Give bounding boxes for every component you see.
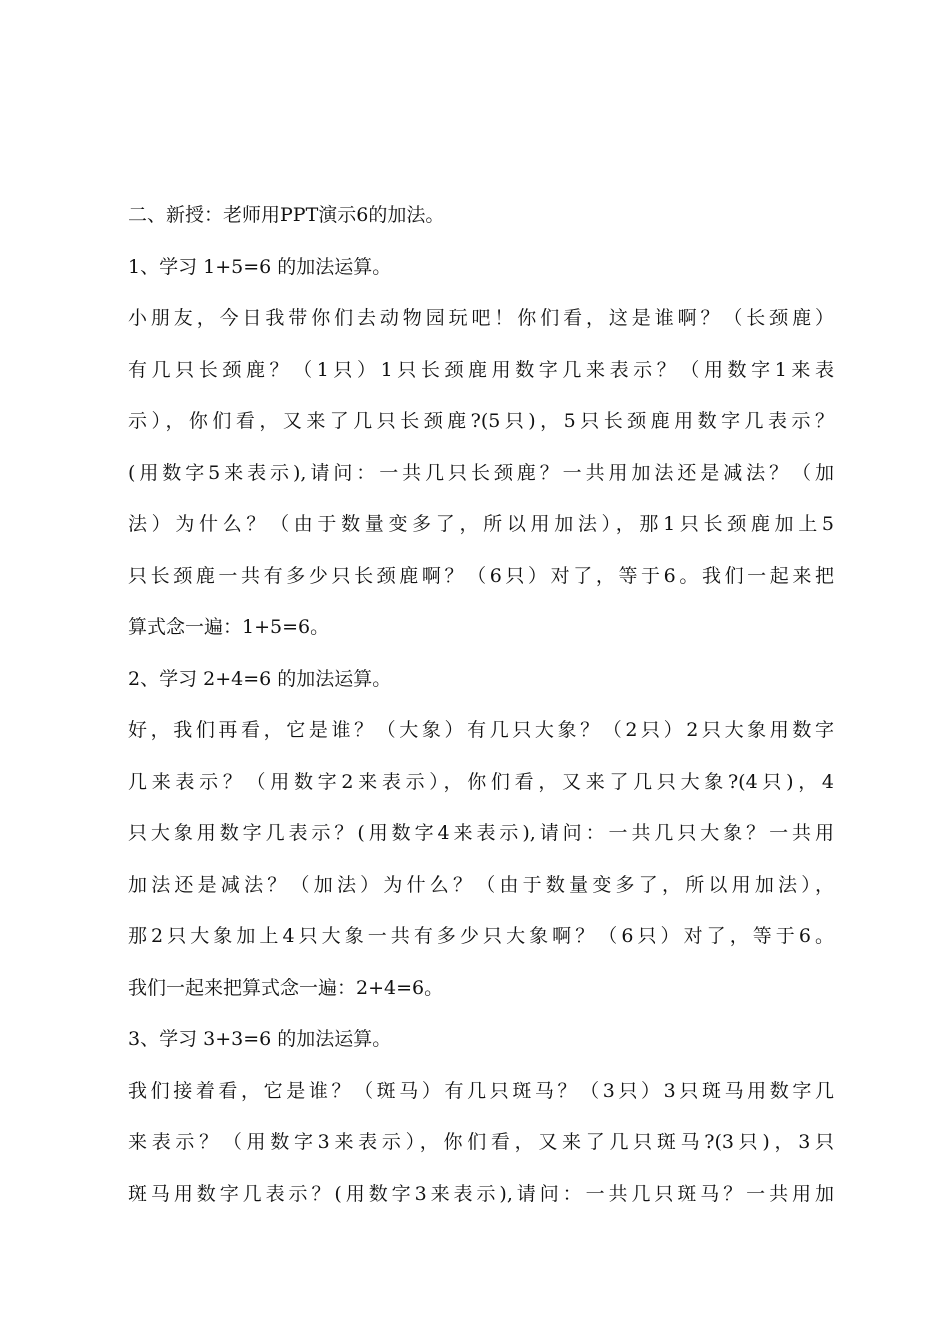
section-heading: 二、新授：老师用PPT演示6的加法。: [128, 204, 445, 226]
subheading-3: 3、学习 3+3=6 的加法运算。: [128, 1028, 392, 1050]
paragraph-line: (用数字5来表示),请问：一共几只长颈鹿？一共用加法还是减法？（加: [128, 461, 834, 484]
paragraph-line: 几来表示？（用数字2来表示），你们看，又来了几只大象?(4只)，4: [128, 770, 834, 793]
paragraph-line: 加法还是减法？（加法）为什么？（由于数量变多了，所以用加法），: [128, 873, 834, 896]
paragraph-line: 我们一起来把算式念一遍：2+4=6。: [128, 976, 444, 999]
subheading-1: 1、学习 1+5=6 的加法运算。: [128, 255, 392, 278]
paragraph-line: 法）为什么？（由于数量变多了，所以用加法），那1只长颈鹿加上5: [128, 513, 834, 535]
paragraph-line: 只长颈鹿一共有多少只长颈鹿啊？（6只）对了，等于6。我们一起来把: [128, 564, 834, 587]
document-body: [128, 190, 834, 1220]
paragraph-line: 斑马用数字几表示？(用数字3来表示),请问：一共几只斑马？一共用加: [128, 1182, 834, 1205]
paragraph-line: 来表示？（用数字3来表示），你们看，又来了几只斑马?(3只)，3只: [128, 1131, 834, 1153]
paragraph-line: 那2只大象加上4只大象一共有多少只大象啊？（6只）对了，等于6。: [128, 925, 834, 947]
paragraph-line: 小朋友，今日我带你们去动物园玩吧！你们看，这是谁啊？（长颈鹿）: [128, 307, 834, 329]
paragraph-line: 好，我们再看，它是谁？（大象）有几只大象？（2只）2只大象用数字: [128, 719, 834, 741]
paragraph-line: 我们接着看，它是谁？（斑马）有几只斑马？（3只）3只斑马用数字几: [128, 1079, 834, 1102]
paragraph-line: 示），你们看，又来了几只长颈鹿?(5只)，5只长颈鹿用数字几表示？: [128, 410, 834, 432]
paragraph-line: 有几只长颈鹿？（1只）1只长颈鹿用数字几来表示？（用数字1来表: [128, 358, 834, 381]
paragraph-line: 只大象用数字几表示？(用数字4来表示),请问：一共几只大象？一共用: [128, 822, 834, 844]
subheading-2: 2、学习 2+4=6 的加法运算。: [128, 667, 392, 690]
paragraph-line: 算式念一遍：1+5=6。: [128, 616, 330, 638]
